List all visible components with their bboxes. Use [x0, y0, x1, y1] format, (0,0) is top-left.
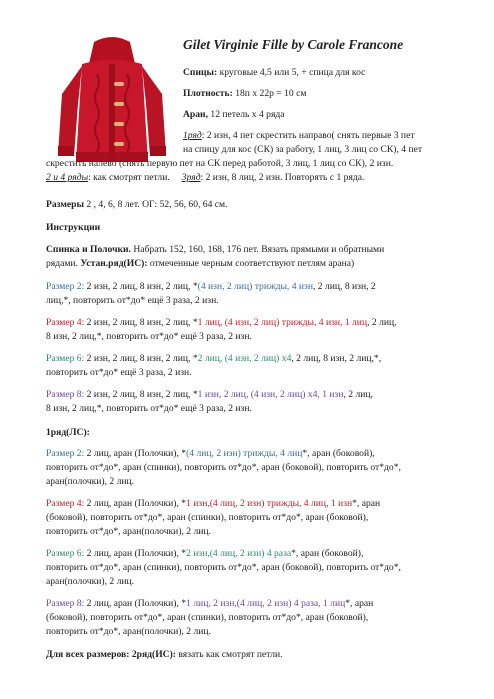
row1-size8-line-b: (боковой), повторить от*до*, аран (спинки), повторить от*до*, аран (боковой),: [46, 612, 369, 623]
row1-size8-line-c: повторить от*до*, аран(полочки), 2 лиц.: [46, 626, 211, 637]
red-cardigan-photo: [52, 34, 172, 176]
page-title: Gilet Virginie Fille by Carole Francone: [183, 37, 404, 52]
setup-size6-line-b: повторить от*до* ещё 3 раза, 2 изн.: [46, 367, 192, 378]
row1-size2-line-b: повторить от*до*, аран (спинки), повторить от*до*, аран (боковой), повторить от*до*,: [46, 462, 401, 473]
row1-size6-line-a: Размер 6: 2 лиц, аран (Полочки), *2 изн,(4 лиц, 2 изн) 4 раза*, аран (боковой),: [46, 548, 364, 559]
row1-size8-line-a: Размер 8: 2 лиц, аран (Полочки), *1 лиц, 2 изн,(4 лиц, 2 изн) 4 раза, 1 лиц*, аран: [46, 598, 374, 609]
gauge-text: 18п х 22р = 10 см: [232, 88, 307, 99]
setup-size6-line-a: Размер 6: 2 изн, 2 лиц, 8 изн, 2 лиц, *2 лиц, (4 изн, 2 лиц) х4, 2 лиц, 8 изн, 2 лиц,*,: [46, 353, 382, 364]
back-label: Спинка и Полочки.: [46, 244, 131, 255]
aran-row1-line-a: [183, 129, 415, 144]
aran-row24-label: 2 и 4 ряды: [46, 172, 89, 183]
aran-row3-label: 3ряд: [181, 172, 201, 183]
row1-size6-line-b: повторить от*до*, аран (спинки), повторить от*до*, аран (боковой), повторить от*до*,: [46, 562, 401, 573]
gauge-line: [183, 87, 306, 102]
aran-row1-text-a: : 2 изн, 4 пет скрестить направо( снять первые 3 пет: [201, 130, 415, 141]
sizes-line: [46, 198, 228, 213]
row2-text: вязать как смотрят петли.: [175, 649, 283, 660]
setup-row-note: отмеченные черным соответствуют петлям арана): [147, 258, 355, 269]
needles-text: круговые 4,5 или 5, + спица для кос: [217, 67, 366, 78]
setup-size2-line-b: лиц,*, повторить от*до* ещё 3 раза, 2 изн.: [46, 295, 219, 306]
aran-row1-line-b: на спицу для кос (СК) за работу, 1 лиц, 3 лиц со СК), 4 пет: [183, 144, 423, 155]
row1-size4-line-b: (боковой), повторить от*до*, аран (спинки), повторить от*до*, аран (боковой),: [46, 512, 369, 523]
row2-label: Для всех размеров: 2ряд(ИС):: [46, 649, 176, 660]
aran-text: 12 петель х 4 ряда: [208, 109, 285, 120]
row1-heading: 1ряд(ЛС):: [46, 427, 90, 438]
back-line-a: [46, 243, 384, 258]
row1-size2-line-a: Размер 2: 2 лиц, аран (Полочки), *(4 лиц, 2 изн) трижды, 4 лиц*, аран (боковой),: [46, 448, 375, 459]
aran-row24-line: [46, 171, 364, 186]
sizes-text: 2 , 4, 6, 8 лет. ОГ: 52, 56, 60, 64 см.: [84, 199, 228, 210]
setup-row-label: Устан.ряд(ИС):: [80, 258, 148, 269]
setup-size8-line-b: 8 изн, 2 лиц,*, повторить от*до* ещё 3 раза, 2 изн.: [46, 403, 252, 414]
needles-line: [183, 66, 365, 81]
aran-line: [183, 108, 285, 123]
setup-size4-line-a: Размер 4: 2 изн, 2 лиц, 8 изн, 2 лиц, *1 лиц, (4 изн, 2 лиц) трижды, 4 изн, 1 лиц, 2 лиц,: [46, 317, 397, 328]
gauge-label: Плотность:: [183, 88, 233, 99]
back-text-a: Набрать 152, 160, 168, 176 пет. Вязать прямыми и обратными: [130, 244, 385, 255]
row1-size4-line-c: повторить от*до*, аран(полочки), 2 лиц.: [46, 526, 211, 537]
needles-label: Спицы:: [183, 67, 218, 78]
row1-size2-line-c: аран(полочки), 2 лиц.: [46, 476, 135, 487]
instructions-heading: Инструкции: [46, 222, 101, 233]
aran-row1-label: 1ряд: [183, 130, 202, 141]
aran-row24-text: : как смотрят петли.: [88, 172, 170, 183]
row2-line: [46, 648, 283, 663]
row1-size4-line-a: Размер 4: 2 лиц, аран (Полочки), *1 изн,(4 лиц, 2 изн) трижды, 4 лиц, 1 изн*, аран: [46, 498, 381, 509]
aran-row3-text: : 2 изн, 8 лиц, 2 изн. Повторять с 1 ряда.: [200, 172, 365, 183]
aran-label: Аран,: [183, 109, 208, 120]
aran-row1-line-c: скрестить налево (снять первую пет на СК перед работой, 3 лиц, 1 лиц со СК), 2 изн.: [46, 158, 394, 169]
setup-size2-line-a: Размер 2: 2 изн, 2 лиц, 8 изн, 2 лиц, *(4 изн, 2 лиц) трижды, 4 изн, 2 лиц, 8 изн, 2: [46, 281, 376, 292]
sizes-label: Размеры: [46, 199, 84, 210]
setup-size8-line-a: Размер 8: 2 изн, 2 лиц, 8 изн, 2 лиц, *1 изн, 2 лиц, (4 изн, 2 лиц) х4, 1 изн, 2 лиц,: [46, 389, 373, 400]
row1-size6-line-c: аран(полочки), 2 лиц.: [46, 576, 135, 587]
setup-size4-line-b: 8 изн, 2 лиц,*, повторить от*до* ещё 3 раза, 2 изн.: [46, 331, 252, 342]
back-line-b: рядами. Устан.ряд(ИС): отмеченные черным соответствуют петлям арана): [46, 258, 355, 269]
